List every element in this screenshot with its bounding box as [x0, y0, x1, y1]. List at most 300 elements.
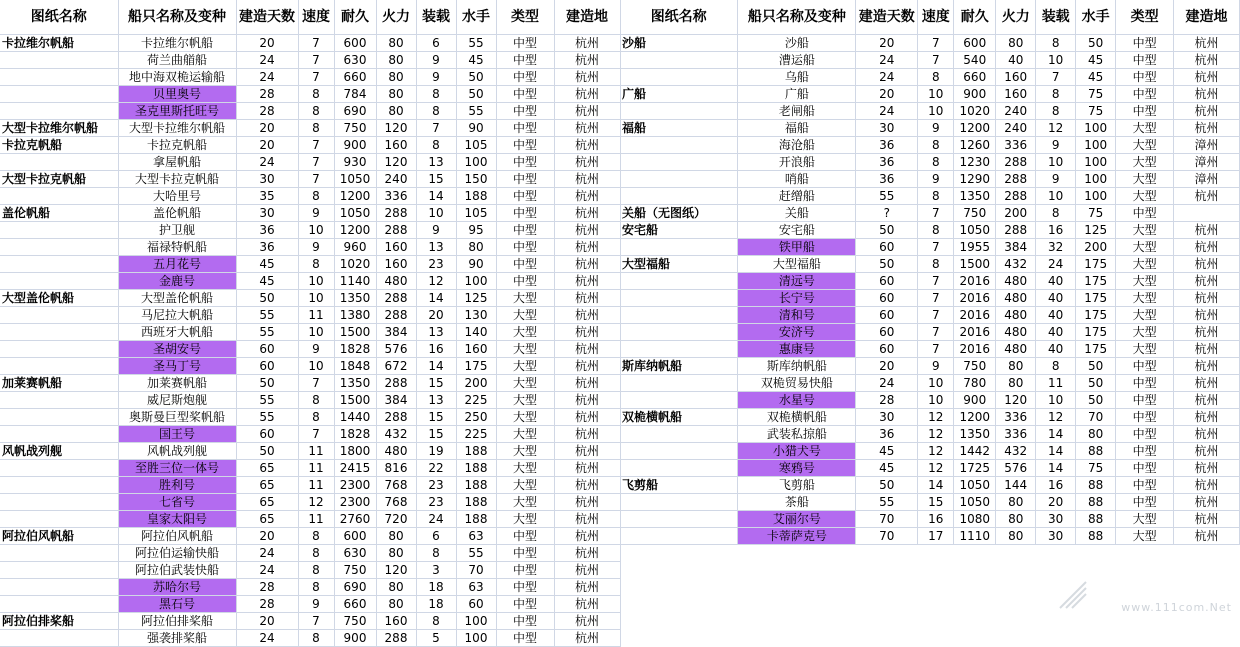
- crew-cell: 100: [456, 630, 496, 647]
- speed-cell: 7: [298, 613, 334, 630]
- table-row: [0, 358, 620, 375]
- crew-cell: 63: [456, 528, 496, 545]
- build-place-cell: 杭州: [554, 409, 620, 426]
- type-cell: 中型: [1116, 426, 1174, 443]
- speed-cell: 12: [918, 443, 954, 460]
- table-row: [0, 341, 620, 358]
- blueprint-name-cell: [0, 256, 118, 273]
- table-row: [0, 154, 620, 171]
- build-place-cell: 杭州: [1174, 528, 1240, 545]
- load-cell: 9: [1036, 137, 1076, 154]
- durability-cell: 660: [954, 69, 996, 86]
- build-days-cell: 24: [856, 69, 918, 86]
- load-cell: 22: [416, 460, 456, 477]
- load-cell: 14: [1036, 426, 1076, 443]
- build-days-cell: 60: [236, 426, 298, 443]
- blueprint-name-cell: 阿拉伯排桨船: [0, 613, 118, 630]
- build-days-cell: 50: [856, 256, 918, 273]
- build-place-cell: 杭州: [554, 103, 620, 120]
- column-header: 建造地: [554, 0, 620, 35]
- build-days-cell: 36: [856, 154, 918, 171]
- build-days-cell: 60: [856, 341, 918, 358]
- table-row: [0, 613, 620, 630]
- ship-name-cell: 圣马丁号: [118, 358, 236, 375]
- firepower-cell: 160: [376, 256, 416, 273]
- speed-cell: 7: [918, 324, 954, 341]
- build-days-cell: 36: [236, 239, 298, 256]
- build-place-cell: 杭州: [554, 154, 620, 171]
- build-days-cell: 60: [856, 239, 918, 256]
- ship-name-cell: 长宁号: [738, 290, 856, 307]
- blueprint-name-cell: [620, 426, 738, 443]
- durability-cell: 1828: [334, 426, 376, 443]
- load-cell: 16: [1036, 222, 1076, 239]
- type-cell: 大型: [1116, 511, 1174, 528]
- speed-cell: 15: [918, 494, 954, 511]
- type-cell: 中型: [496, 273, 554, 290]
- build-days-cell: 65: [236, 460, 298, 477]
- build-place-cell: 杭州: [1174, 511, 1240, 528]
- type-cell: 大型: [1116, 188, 1174, 205]
- build-days-cell: 20: [856, 86, 918, 103]
- crew-cell: 90: [456, 120, 496, 137]
- load-cell: 8: [1036, 86, 1076, 103]
- crew-cell: 75: [1076, 460, 1116, 477]
- durability-cell: 630: [334, 545, 376, 562]
- ship-name-cell: 福禄特帆船: [118, 239, 236, 256]
- build-days-cell: 24: [236, 52, 298, 69]
- speed-cell: 7: [918, 290, 954, 307]
- table-row: [0, 171, 620, 188]
- crew-cell: 100: [456, 273, 496, 290]
- build-days-cell: 28: [236, 596, 298, 613]
- firepower-cell: 80: [376, 596, 416, 613]
- crew-cell: 70: [1076, 409, 1116, 426]
- column-header: 速度: [298, 0, 334, 35]
- firepower-cell: 336: [996, 426, 1036, 443]
- blueprint-name-cell: [620, 307, 738, 324]
- speed-cell: 10: [298, 222, 334, 239]
- load-cell: 6: [416, 35, 456, 52]
- crew-cell: 88: [1076, 477, 1116, 494]
- firepower-cell: 240: [376, 171, 416, 188]
- build-days-cell: 45: [236, 273, 298, 290]
- load-cell: 14: [416, 358, 456, 375]
- ship-name-cell: 卡拉维尔帆船: [118, 35, 236, 52]
- speed-cell: 8: [918, 137, 954, 154]
- speed-cell: 10: [298, 358, 334, 375]
- column-header: 建造地: [1174, 0, 1240, 35]
- blueprint-name-cell: [0, 86, 118, 103]
- ship-name-cell: 七省号: [118, 494, 236, 511]
- crew-cell: 45: [1076, 52, 1116, 69]
- crew-cell: 225: [456, 426, 496, 443]
- table-row: [0, 426, 620, 443]
- blueprint-name-cell: 斯库纳帆船: [620, 358, 738, 375]
- type-cell: 中型: [496, 222, 554, 239]
- durability-cell: 1350: [334, 375, 376, 392]
- table-row: [620, 103, 1240, 120]
- table-row: [620, 222, 1240, 239]
- speed-cell: 7: [918, 273, 954, 290]
- table-row: [620, 205, 1240, 222]
- table-row: [620, 528, 1240, 545]
- blueprint-name-cell: 大型卡拉克帆船: [0, 171, 118, 188]
- type-cell: 大型: [1116, 290, 1174, 307]
- ship-name-cell: 圣克里斯托旺号: [118, 103, 236, 120]
- build-place-cell: 杭州: [554, 392, 620, 409]
- load-cell: 9: [1036, 171, 1076, 188]
- durability-cell: 1350: [334, 290, 376, 307]
- firepower-cell: 120: [376, 562, 416, 579]
- type-cell: 中型: [496, 103, 554, 120]
- table-row: [0, 528, 620, 545]
- load-cell: 16: [416, 341, 456, 358]
- build-place-cell: 杭州: [554, 562, 620, 579]
- durability-cell: 1725: [954, 460, 996, 477]
- ship-name-cell: 地中海双桅运输船: [118, 69, 236, 86]
- durability-cell: 660: [334, 69, 376, 86]
- ship-name-cell: 乌船: [738, 69, 856, 86]
- build-place-cell: 杭州: [1174, 273, 1240, 290]
- build-days-cell: 50: [236, 290, 298, 307]
- durability-cell: 2016: [954, 307, 996, 324]
- firepower-cell: 432: [996, 443, 1036, 460]
- type-cell: 大型: [1116, 222, 1174, 239]
- build-days-cell: 50: [856, 222, 918, 239]
- durability-cell: 1230: [954, 154, 996, 171]
- build-place-cell: 漳州: [1174, 171, 1240, 188]
- blueprint-name-cell: 大型福船: [620, 256, 738, 273]
- build-place-cell: 杭州: [554, 239, 620, 256]
- build-days-cell: 24: [236, 545, 298, 562]
- load-cell: 30: [1036, 511, 1076, 528]
- speed-cell: 11: [298, 477, 334, 494]
- firepower-cell: 288: [376, 375, 416, 392]
- ship-name-cell: 盖伦帆船: [118, 205, 236, 222]
- ship-name-cell: 西班牙大帆船: [118, 324, 236, 341]
- blueprint-name-cell: [0, 409, 118, 426]
- durability-cell: 1050: [954, 477, 996, 494]
- blueprint-name-cell: [0, 154, 118, 171]
- load-cell: 9: [416, 52, 456, 69]
- blueprint-name-cell: [0, 103, 118, 120]
- blueprint-name-cell: [620, 494, 738, 511]
- firepower-cell: 160: [996, 69, 1036, 86]
- header-row: [0, 0, 620, 35]
- blueprint-name-cell: [620, 171, 738, 188]
- build-days-cell: 20: [236, 120, 298, 137]
- build-place-cell: 杭州: [1174, 426, 1240, 443]
- build-place-cell: 杭州: [554, 375, 620, 392]
- speed-cell: 11: [298, 511, 334, 528]
- speed-cell: 7: [298, 375, 334, 392]
- build-days-cell: 60: [856, 273, 918, 290]
- crew-cell: 188: [456, 477, 496, 494]
- durability-cell: 1050: [334, 205, 376, 222]
- column-header: 建造天数: [236, 0, 298, 35]
- load-cell: 23: [416, 477, 456, 494]
- speed-cell: 7: [298, 154, 334, 171]
- speed-cell: 9: [298, 239, 334, 256]
- build-days-cell: 20: [236, 137, 298, 154]
- speed-cell: 9: [298, 205, 334, 222]
- type-cell: 大型: [496, 409, 554, 426]
- type-cell: 中型: [496, 188, 554, 205]
- firepower-cell: 80: [996, 528, 1036, 545]
- type-cell: 中型: [496, 69, 554, 86]
- blueprint-name-cell: [0, 596, 118, 613]
- blueprint-name-cell: [620, 290, 738, 307]
- crew-cell: 100: [456, 613, 496, 630]
- ship-name-cell: 赶缯船: [738, 188, 856, 205]
- firepower-cell: 816: [376, 460, 416, 477]
- crew-cell: 100: [1076, 188, 1116, 205]
- crew-cell: 100: [456, 154, 496, 171]
- crew-cell: 175: [1076, 290, 1116, 307]
- durability-cell: 1050: [954, 494, 996, 511]
- speed-cell: 9: [298, 596, 334, 613]
- speed-cell: 7: [918, 52, 954, 69]
- crew-cell: 75: [1076, 103, 1116, 120]
- table-row: [620, 392, 1240, 409]
- table-row: [620, 86, 1240, 103]
- build-days-cell: 55: [236, 409, 298, 426]
- durability-cell: 1442: [954, 443, 996, 460]
- durability-cell: 600: [334, 35, 376, 52]
- build-days-cell: 50: [856, 477, 918, 494]
- table-row: [620, 494, 1240, 511]
- durability-cell: 1050: [334, 171, 376, 188]
- firepower-cell: 80: [996, 511, 1036, 528]
- blueprint-name-cell: [620, 324, 738, 341]
- table-row: [0, 545, 620, 562]
- speed-cell: 8: [298, 562, 334, 579]
- crew-cell: 50: [1076, 358, 1116, 375]
- build-place-cell: 杭州: [554, 494, 620, 511]
- load-cell: 14: [1036, 460, 1076, 477]
- build-place-cell: 杭州: [1174, 443, 1240, 460]
- build-place-cell: 杭州: [1174, 307, 1240, 324]
- firepower-cell: 288: [996, 171, 1036, 188]
- type-cell: 大型: [496, 375, 554, 392]
- blueprint-name-cell: [0, 630, 118, 647]
- ship-name-cell: 双桅贸易快船: [738, 375, 856, 392]
- build-place-cell: 杭州: [554, 528, 620, 545]
- type-cell: 中型: [496, 528, 554, 545]
- speed-cell: 8: [298, 188, 334, 205]
- build-place-cell: 杭州: [1174, 392, 1240, 409]
- ship-name-cell: 马尼拉大帆船: [118, 307, 236, 324]
- speed-cell: 10: [918, 86, 954, 103]
- speed-cell: 8: [918, 188, 954, 205]
- durability-cell: 1848: [334, 358, 376, 375]
- build-days-cell: 30: [236, 171, 298, 188]
- type-cell: 中型: [496, 137, 554, 154]
- durability-cell: 900: [334, 137, 376, 154]
- blueprint-name-cell: 双桅横帆船: [620, 409, 738, 426]
- crew-cell: 105: [456, 205, 496, 222]
- column-header: 图纸名称: [0, 0, 118, 35]
- ship-name-cell: 卡拉克帆船: [118, 137, 236, 154]
- crew-cell: 95: [456, 222, 496, 239]
- ship-name-cell: 至胜三位一体号: [118, 460, 236, 477]
- table-row: [620, 137, 1240, 154]
- durability-cell: 750: [334, 562, 376, 579]
- ship-name-cell: 阿拉伯运输快船: [118, 545, 236, 562]
- table-row: [620, 460, 1240, 477]
- ship-name-cell: 大型卡拉克帆船: [118, 171, 236, 188]
- ship-name-cell: 护卫舰: [118, 222, 236, 239]
- load-cell: 15: [416, 409, 456, 426]
- build-days-cell: 20: [236, 35, 298, 52]
- crew-cell: 150: [456, 171, 496, 188]
- blueprint-name-cell: [620, 52, 738, 69]
- build-days-cell: 36: [856, 171, 918, 188]
- firepower-cell: 80: [996, 35, 1036, 52]
- build-place-cell: 杭州: [554, 545, 620, 562]
- table-row: [620, 239, 1240, 256]
- table-row: [0, 409, 620, 426]
- ship-name-cell: 拿屋帆船: [118, 154, 236, 171]
- table-row: [0, 35, 620, 52]
- type-cell: 中型: [496, 120, 554, 137]
- load-cell: 8: [1036, 358, 1076, 375]
- firepower-cell: 40: [996, 52, 1036, 69]
- blueprint-name-cell: [0, 562, 118, 579]
- ship-name-cell: 广船: [738, 86, 856, 103]
- firepower-cell: 288: [996, 154, 1036, 171]
- blueprint-name-cell: [620, 273, 738, 290]
- ship-name-cell: 老闸船: [738, 103, 856, 120]
- type-cell: 大型: [1116, 307, 1174, 324]
- speed-cell: 10: [918, 103, 954, 120]
- build-days-cell: 24: [856, 52, 918, 69]
- build-days-cell: 28: [236, 86, 298, 103]
- ship-name-cell: 黑石号: [118, 596, 236, 613]
- crew-cell: 55: [456, 545, 496, 562]
- durability-cell: 690: [334, 103, 376, 120]
- build-days-cell: 55: [856, 188, 918, 205]
- crew-cell: 188: [456, 443, 496, 460]
- crew-cell: 63: [456, 579, 496, 596]
- table-row: [0, 596, 620, 613]
- firepower-cell: 80: [376, 528, 416, 545]
- build-place-cell: 杭州: [1174, 477, 1240, 494]
- durability-cell: 1955: [954, 239, 996, 256]
- table-row: [620, 69, 1240, 86]
- type-cell: 中型: [496, 239, 554, 256]
- table-row: [620, 154, 1240, 171]
- blueprint-name-cell: [620, 528, 738, 545]
- type-cell: 中型: [496, 579, 554, 596]
- load-cell: 15: [416, 426, 456, 443]
- column-header: 装载: [416, 0, 456, 35]
- ship-name-cell: 胜利号: [118, 477, 236, 494]
- firepower-cell: 336: [376, 188, 416, 205]
- durability-cell: 1080: [954, 511, 996, 528]
- build-days-cell: 65: [236, 477, 298, 494]
- ship-name-cell: 强袭排桨船: [118, 630, 236, 647]
- build-days-cell: 20: [236, 613, 298, 630]
- blueprint-name-cell: 安宅船: [620, 222, 738, 239]
- firepower-cell: 576: [376, 341, 416, 358]
- blueprint-name-cell: [0, 239, 118, 256]
- blueprint-name-cell: [0, 579, 118, 596]
- ship-name-cell: 皇家太阳号: [118, 511, 236, 528]
- blueprint-name-cell: 广船: [620, 86, 738, 103]
- firepower-cell: 480: [996, 341, 1036, 358]
- crew-cell: 88: [1076, 511, 1116, 528]
- table-row: [620, 341, 1240, 358]
- crew-cell: 175: [1076, 307, 1116, 324]
- load-cell: 13: [416, 324, 456, 341]
- blueprint-name-cell: [620, 392, 738, 409]
- build-place-cell: 杭州: [554, 188, 620, 205]
- type-cell: 大型: [496, 290, 554, 307]
- load-cell: 40: [1036, 307, 1076, 324]
- ship-name-cell: 沙船: [738, 35, 856, 52]
- ship-name-cell: 小猎犬号: [738, 443, 856, 460]
- crew-cell: 50: [1076, 375, 1116, 392]
- build-days-cell: 24: [236, 154, 298, 171]
- load-cell: 40: [1036, 273, 1076, 290]
- build-place-cell: 杭州: [1174, 409, 1240, 426]
- speed-cell: 7: [298, 69, 334, 86]
- speed-cell: 8: [918, 222, 954, 239]
- crew-cell: 175: [1076, 256, 1116, 273]
- firepower-cell: 384: [996, 239, 1036, 256]
- table-row: [0, 256, 620, 273]
- crew-cell: 80: [456, 239, 496, 256]
- ship-name-cell: 国王号: [118, 426, 236, 443]
- blueprint-name-cell: [620, 443, 738, 460]
- build-place-cell: 杭州: [1174, 69, 1240, 86]
- firepower-cell: 160: [376, 613, 416, 630]
- table-row: [620, 120, 1240, 137]
- durability-cell: 1500: [954, 256, 996, 273]
- ship-name-cell: 大型福船: [738, 256, 856, 273]
- load-cell: 30: [1036, 528, 1076, 545]
- build-days-cell: 20: [236, 528, 298, 545]
- load-cell: 14: [1036, 443, 1076, 460]
- firepower-cell: 336: [996, 409, 1036, 426]
- ship-name-cell: 清远号: [738, 273, 856, 290]
- type-cell: 大型: [496, 307, 554, 324]
- load-cell: 13: [416, 239, 456, 256]
- build-days-cell: 50: [236, 375, 298, 392]
- speed-cell: 7: [918, 35, 954, 52]
- build-place-cell: 杭州: [554, 86, 620, 103]
- table-row: [620, 443, 1240, 460]
- durability-cell: 750: [334, 613, 376, 630]
- durability-cell: 600: [954, 35, 996, 52]
- load-cell: 18: [416, 579, 456, 596]
- table-row: [0, 290, 620, 307]
- crew-cell: 50: [1076, 392, 1116, 409]
- type-cell: 中型: [1116, 103, 1174, 120]
- ship-name-cell: 福船: [738, 120, 856, 137]
- durability-cell: 900: [954, 86, 996, 103]
- type-cell: 中型: [496, 562, 554, 579]
- ship-name-cell: 大型卡拉维尔帆船: [118, 120, 236, 137]
- table-row: [0, 562, 620, 579]
- table-row: [0, 120, 620, 137]
- table-row: [0, 375, 620, 392]
- table-row: [620, 307, 1240, 324]
- firepower-cell: 80: [376, 103, 416, 120]
- table-row: [620, 256, 1240, 273]
